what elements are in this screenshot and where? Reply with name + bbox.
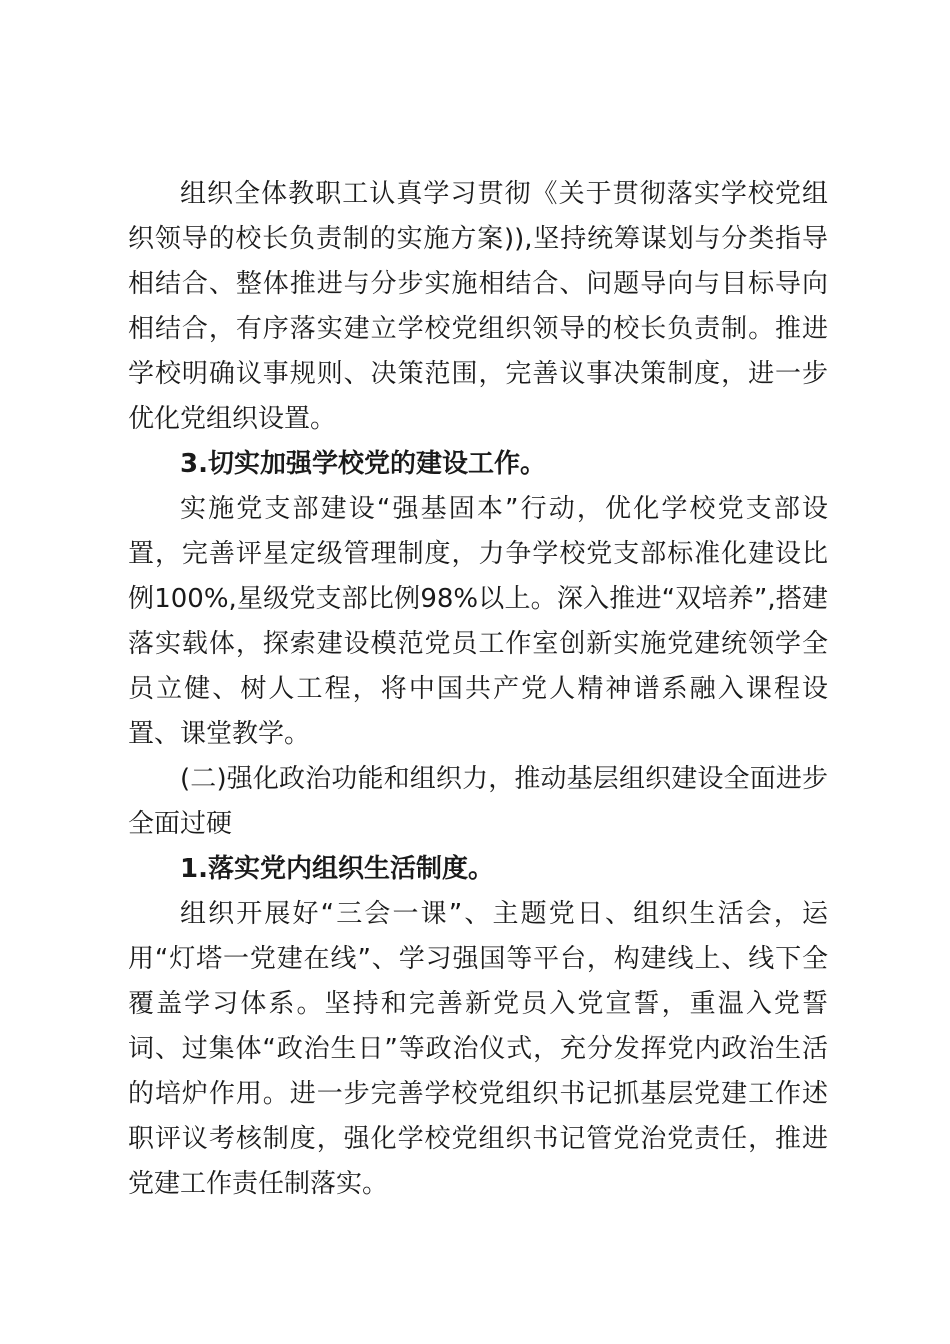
paragraph-implementation-plan: 组织全体教职工认真学习贯彻《关于贯彻落实学校党组织领导的校长负责制的实施方案)),坚持统筹谋划与分类指导相结合、整体推进与分步实施相结合、问题导向与目标导向相结合，有序落实建立学校党组织领导的校长负责制。推进学校明确议事规则、决策范围，完善议事决策制度，进一步优化党组织设置。 xyxy=(128,179,828,434)
heading-party-building-work: 3.切实加强学校党的建设工作。 xyxy=(180,449,546,479)
document-page xyxy=(128,172,828,1207)
paragraph-organization-life: 组织开展好“三会一课”、主题党日、组织生活会，运用“灯塔一党建在线”、学习强国等平台，构建线上、线下全覆盖学习体系。坚持和完善新党员入党宣誓，重温入党誓词、过集体“政治生日”等政治仪式，充分发挥党内政治生活的培炉作用。进一步完善学校党组织书记抓基层党建工作述职评议考核制度，强化学校党组织书记管党治党责任，推进党建工作责任制落实。 xyxy=(128,899,828,1199)
section-title-political-function: (二)强化政治功能和组织力，推动基层组织建设全面进步全面过硬 xyxy=(128,764,828,839)
heading-organization-life: 1.落实党内组织生活制度。 xyxy=(180,854,494,884)
paragraph-branch-construction: 实施党支部建设“强基固本”行动，优化学校党支部设置，完善评星定级管理制度，力争学校党支部标准化建设比例100%,星级党支部比例98%以上。深入推进“双培养”,搭建落实载体，探索建设模范党员工作室创新实施党建统领学全员立健、树人工程，将中国共产党人精神谱系融入课程设置、课堂教学。 xyxy=(128,494,828,749)
